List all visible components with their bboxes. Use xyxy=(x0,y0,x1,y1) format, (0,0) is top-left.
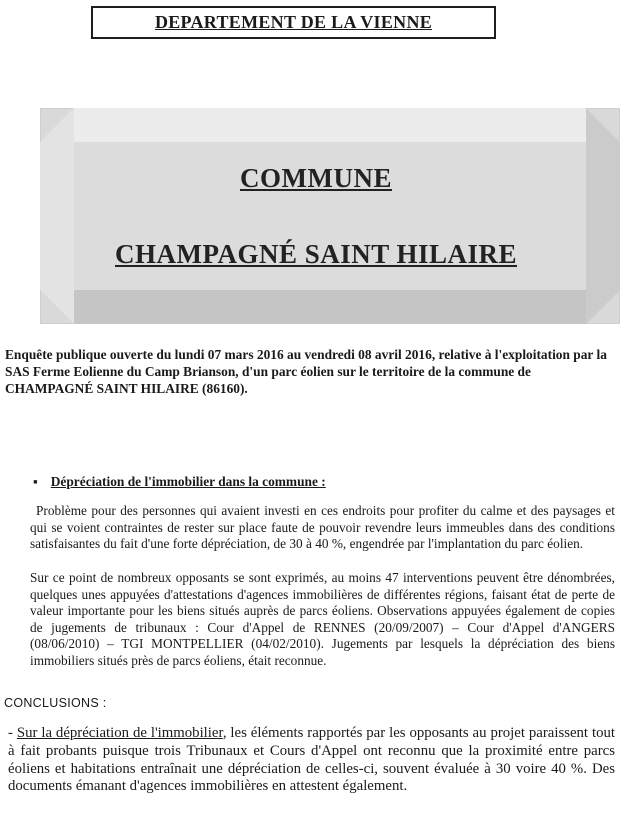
section-title: Dépréciation de l'immobilier dans la commune : xyxy=(50,474,326,489)
commune-label: COMMUNE xyxy=(240,163,392,193)
department-header-box xyxy=(91,6,496,39)
conclusion-text: , les éléments rapportés par les opposants au projet paraissent tout à fait probants puisque trois Tribunaux et Cours d'Appel ont reconnu que la proximité entre parcs éoliens et habitations entraînait une dépréciation de celles-ci, souvent évaluée à 30 voire 40 %. Des documents émanant d'agences immobilières en attestent également. xyxy=(8,725,615,795)
conclusion-paragraph xyxy=(8,725,615,796)
conclusion-lead: Sur la dépréciation de l'immobilier xyxy=(16,725,223,741)
body-paragraph-1 xyxy=(30,503,615,553)
section-heading xyxy=(33,474,593,490)
department-title: DEPARTEMENT DE LA VIENNE xyxy=(154,12,433,32)
paragraph-text: Sur ce point de nombreux opposants se sont exprimés, au moins 47 interventions peuvent être dénombrées, quelques unes appuyées d'attestations d'agences immobilières de différentes régions, faisant état de perte de valeur importante pour les biens situés auprès de parcs éoliens. Observations appuyées également de copies de jugements de tribunaux : Cour d'Appel de RENNES (20/09/2007) – Cour d'Appel d'ANGERS (08/06/2010) – TGI MONTPELLIER (04/02/2010). Jugements par lesquels la dépréciation des biens immobiliers situés près de parcs éoliens, était reconnue. xyxy=(30,570,615,668)
bevel-top-edge xyxy=(40,108,620,142)
commune-name: CHAMPAGNÉ SAINT HILAIRE xyxy=(114,239,518,269)
commune-beveled-box xyxy=(40,108,620,324)
conclusions-label: CONCLUSIONS : xyxy=(4,696,107,710)
paragraph-text: Problème pour des personnes qui avaient investi en ces endroits pour profiter du calme et des paysages et qui se voient contraintes de rester sur place faute de pouvoir revendre leurs immeubles dans des conditions satisfaisantes du fait d'une forte dépréciation, de 30 à 40 %, engendrée par l'implantation du parc éolien. xyxy=(30,503,615,552)
bullet-icon: ▪ xyxy=(33,474,38,489)
bevel-left-edge xyxy=(40,108,74,324)
conclusion-dash: - xyxy=(8,725,17,741)
bevel-right-edge xyxy=(586,108,620,324)
enquete-paragraph: Enquête publique ouverte du lundi 07 mars 2016 au vendredi 08 avril 2016, relative à l'exploitation par la SAS Ferme Eolienne du Camp Brianson, d'un parc éolien sur le territoire de la commune de CHAMPAGNÉ SAINT HILAIRE (86160). xyxy=(5,347,607,396)
body-paragraph-2 xyxy=(30,570,615,670)
bevel-bottom-edge xyxy=(40,290,620,324)
